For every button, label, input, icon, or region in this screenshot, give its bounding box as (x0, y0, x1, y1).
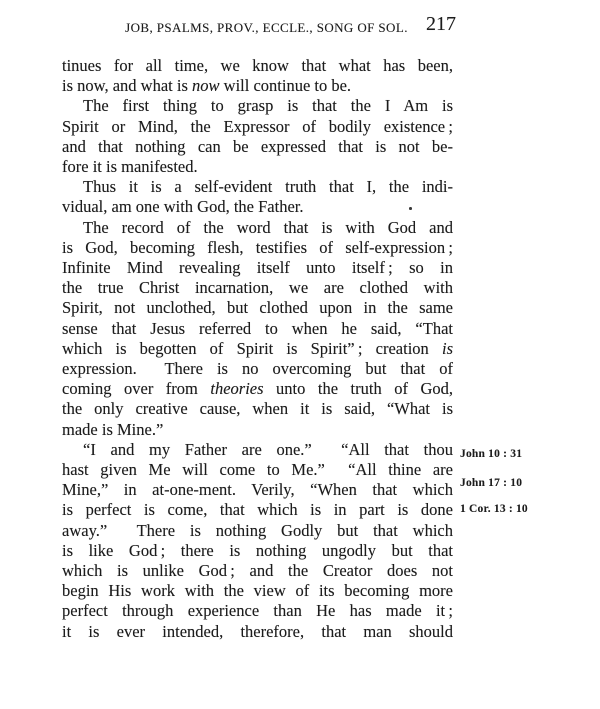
text-line: made is Mine.” (62, 419, 164, 439)
running-header-title: JOB, PSALMS, PROV., ECCLE., SONG OF SOL. (125, 20, 408, 35)
text-line: is like God ; there is nothing ungodly but that (62, 540, 453, 560)
text-line: tinues for all time, we know that what has been, (62, 56, 453, 75)
page-number: 217 (426, 13, 456, 35)
text-line: sense that Jesus referred to when he said, “That (62, 318, 453, 338)
text-line: the only creative cause, when it is said, “What is (62, 399, 453, 419)
ink-artifact-dot (409, 207, 412, 210)
margin-note-2: John 17 : 10 (460, 477, 523, 489)
text-line: and that nothing can be expressed that is not be- (62, 136, 453, 156)
text-line: Mine,” in at-one-ment. Verily, “When that which (62, 480, 453, 500)
text-line: away.” There is nothing Godly but that which (62, 520, 453, 540)
text-line: hast given Me will come to Me.” “All thine are (62, 460, 453, 480)
text-line: “I and my Father are one.” “All that thou (83, 439, 453, 459)
text-line: is perfect is come, that which is in part is done (62, 500, 453, 520)
text-line: vidual, am one with God, the Father. (62, 197, 304, 217)
text-line: which is begotten of Spirit is Spirit” ; creation is (62, 338, 453, 358)
margin-note-1: John 10 : 31 (460, 448, 523, 460)
text-line: expression. There is no overcoming but that of (62, 359, 453, 379)
text-line: is God, becoming flesh, testifies of self-expression ; (62, 237, 453, 257)
text-line: it is ever intended, therefore, that man should (62, 621, 453, 641)
text-line: perfect through experience than He has made it ; (62, 601, 453, 621)
text-line: which is unlike God ; and the Creator does not (62, 561, 453, 581)
margin-note-3: 1 Cor. 13 : 10 (460, 503, 528, 515)
text-line: coming over from theories unto the truth of God, (62, 379, 453, 399)
text-line: is now, and what is now will continue to be. (62, 76, 352, 96)
text-line: the true Christ incarnation, we are clothed with (62, 278, 453, 298)
text-line: begin His work with the view of its becoming more (62, 581, 453, 601)
text-line: The record of the word that is with God and (83, 217, 453, 237)
text-block (62, 56, 453, 642)
text-line: Spirit, not unclothed, but clothed upon in the same (62, 298, 453, 318)
text-line: Infinite Mind revealing itself unto itself ; so in (62, 258, 453, 278)
text-line: The first thing to grasp is that the I Am is (83, 96, 453, 116)
text-line: Spirit or Mind, the Expressor of bodily existence ; (62, 116, 453, 136)
text-line: fore it is manifested. (62, 157, 198, 177)
text-line: Thus it is a self-evident truth that I, the indi- (83, 177, 453, 197)
